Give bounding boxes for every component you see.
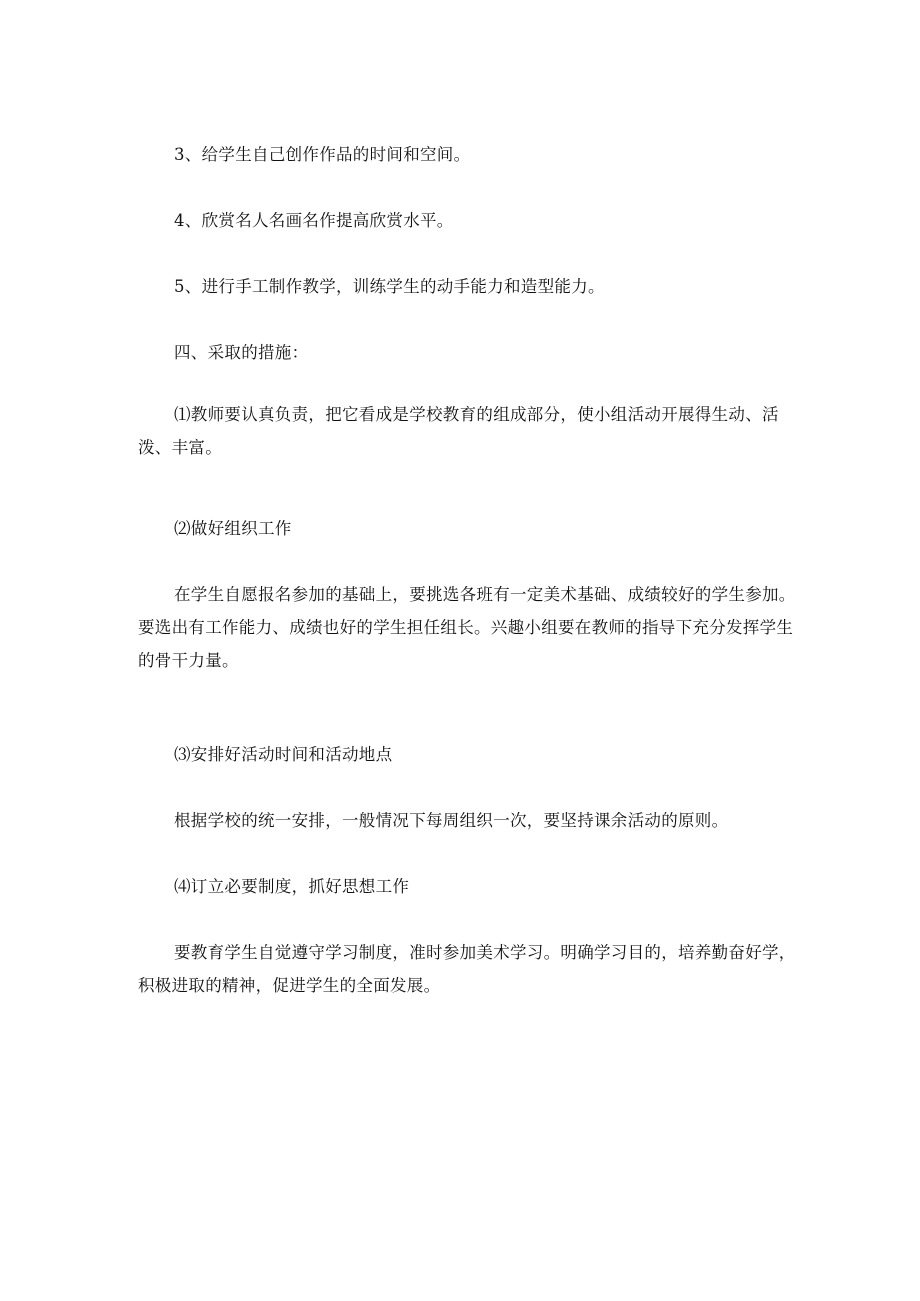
paragraph-item-4: 4、欣赏名人名画名作提高欣赏水平。 — [174, 211, 454, 230]
measure-1-paragraph: ⑴教师要认真负责，把它看成是学校教育的组成部分，使小组活动开展得生动、活泼、丰富。 — [138, 405, 779, 457]
measure-4-body: 要教育学生自觉遵守学习制度，准时参加美术学习。明确学习目的，培养勤奋好学，积极进取的精神，促进学生的全面发展。 — [138, 943, 796, 995]
paragraph-item-5: 5、进行手工制作教学，训练学生的动手能力和造型能力。 — [174, 277, 605, 296]
measure-4-heading: ⑷订立必要制度，抓好思想工作 — [174, 877, 410, 896]
measure-2-body: 在学生自愿报名参加的基础上，要挑选各班有一定美术基础、成绩较好的学生参加。要选出有工作能力、成绩也好的学生担任组长。兴趣小组要在教师的指导下充分发挥学生的骨干力量。 — [138, 585, 796, 670]
measure-2-heading: ⑵做好组织工作 — [174, 519, 292, 538]
measure-3-heading: ⑶安排好活动时间和活动地点 — [174, 745, 393, 764]
measure-3-body: 根据学校的统一安排，一般情况下每周组织一次，要坚持课余活动的原则。 — [174, 811, 729, 830]
paragraph-item-3: 3、给学生自己创作作品的时间和空间。 — [174, 145, 471, 164]
section-heading-measures: 四、采取的措施： — [174, 343, 309, 362]
